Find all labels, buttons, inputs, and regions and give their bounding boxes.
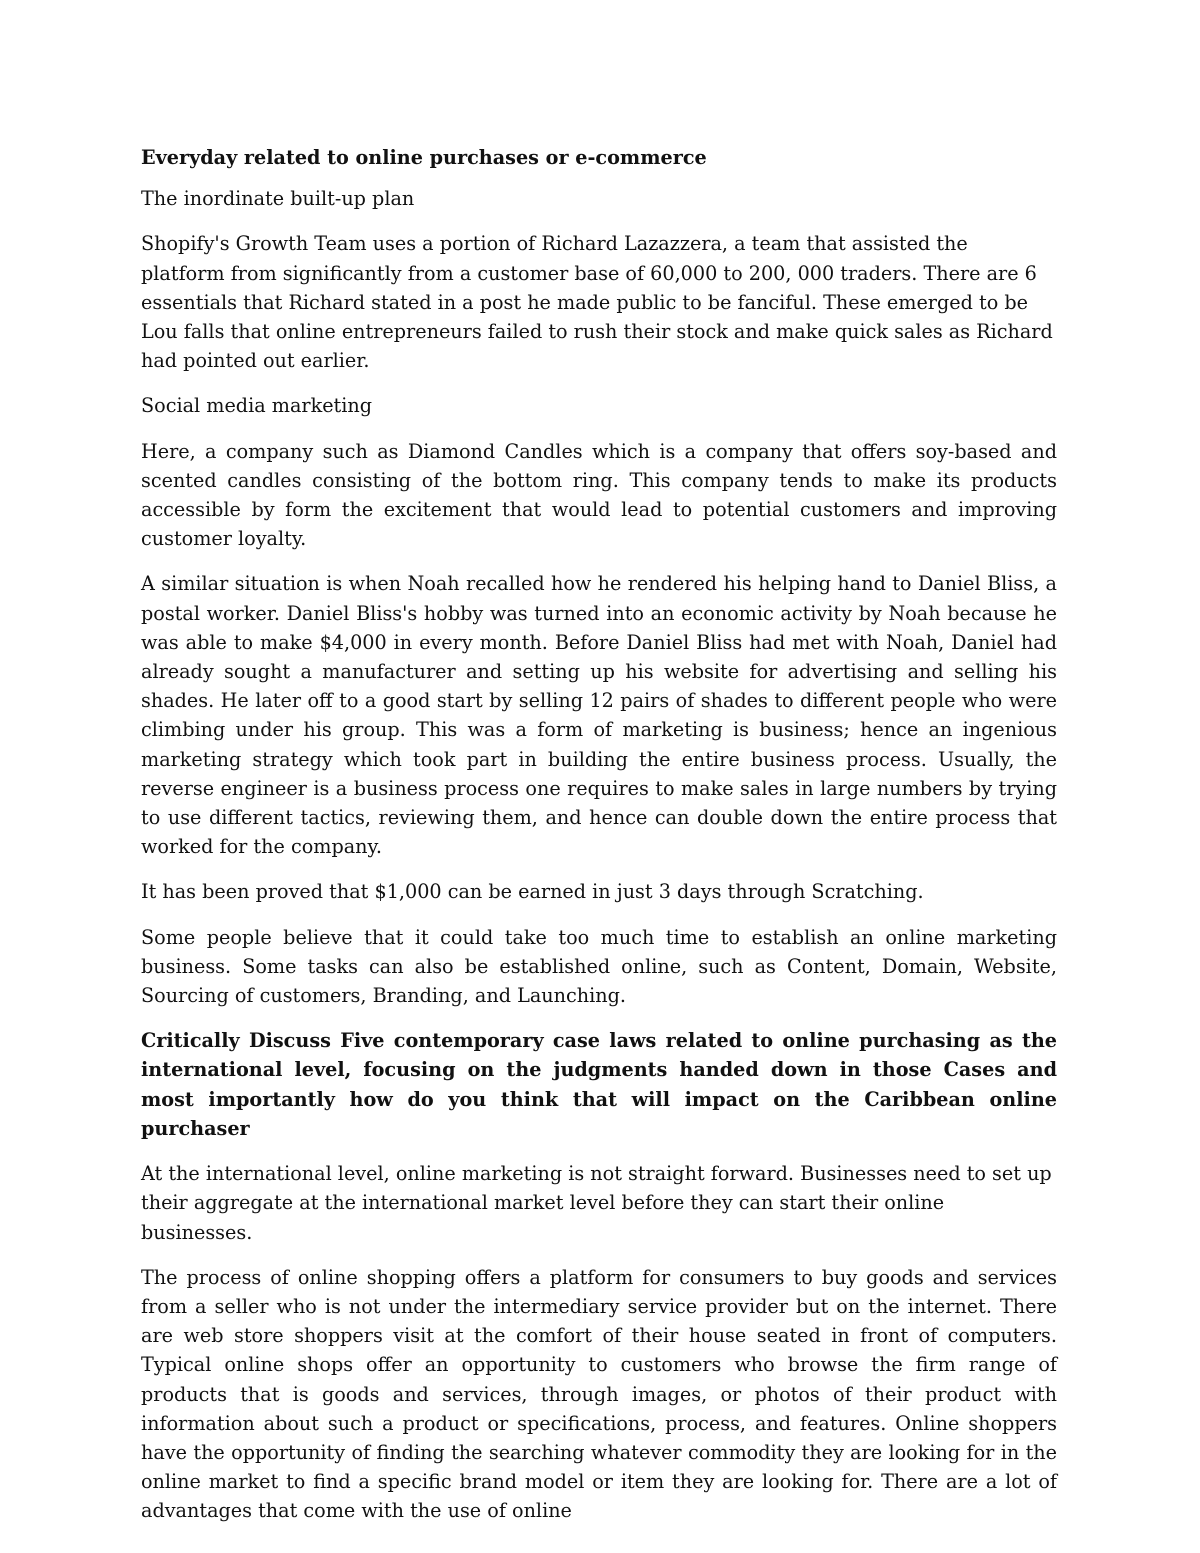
paragraph-international-level: At the international level, online marketing is not straight forward. Businesses need to set up their aggregate at the international market level before they can start their online businesses. [141, 1162, 1052, 1244]
document-page [141, 143, 1057, 1542]
subheading-built-up-plan: The inordinate built-up plan [141, 187, 415, 211]
paragraph-shopify: Shopify's Growth Team uses a portion of Richard Lazazzera, a team that assisted the platform from significantly from a customer base of 60,000 to 200, 000 traders. There are 6 essentials that Richard stated in a post he made public to be fanciful. These emerged to be Lou falls that online entrepreneurs failed to rush their stock and make quick sales as Richard had pointed out earlier. [141, 232, 1053, 373]
paragraph-online-shopping: The process of online shopping offers a platform for consumers to buy goods and services from a seller who is not under the intermediary service provider but on the internet. There are web store shoppers visit at the comfort of their house seated in front of computers. Typical online shops offer an opportunity to customers who browse the firm range of products that is goods and services, through images, or photos of their product with information about such a product or specifications, process, and features. Online shoppers have the opportunity of finding the searching whatever commodity they are looking for in the online market to find a specific brand model or item they are looking for. There are a lot of advantages that come with the use of online [141, 1265, 1057, 1523]
paragraph-scratching: It has been proved that $1,000 can be earned in just 3 days through Scratching. [141, 880, 924, 904]
section-heading-case-laws: Critically Discuss Five contemporary case laws related to online purchasing as the international level, focusing on the judgments handed down in those Cases and most importantly how do you think that will impact on the Caribbean online purchaser [141, 1029, 1057, 1140]
section-heading-ecommerce: Everyday related to online purchases or e-commerce [141, 146, 707, 169]
paragraph-noah-daniel: A similar situation is when Noah recalled how he rendered his helping hand to Daniel Bliss, a postal worker. Daniel Bliss's hobby was turned into an economic activity by Noah because he was able to make $4,000 in every month. Before Daniel Bliss had met with Noah, Daniel had already sought a manufacturer and setting up his website for advertising and selling his shades. He later off to a good start by selling 12 pairs of shades to different people who were climbing under his group. This was a form of marketing is business; hence an ingenious marketing strategy which took part in building the entire business process. Usually, the reverse engineer is a business process one requires to make sales in large numbers by trying to use different tactics, reviewing them, and hence can double down the entire process that worked for the company. [141, 572, 1057, 859]
paragraph-time-establish: Some people believe that it could take too much time to establish an online marketing business. Some tasks can also be established online, such as Content, Domain, Website, Sourcing of customers, Branding, and Launching. [141, 925, 1057, 1008]
paragraph-diamond-candles: Here, a company such as Diamond Candles which is a company that offers soy-based and scented candles consisting of the bottom ring. This company tends to make its products accessible by form the excitement that would lead to potential customers and improving customer loyalty. [141, 439, 1057, 551]
subheading-social-media: Social media marketing [141, 394, 373, 418]
